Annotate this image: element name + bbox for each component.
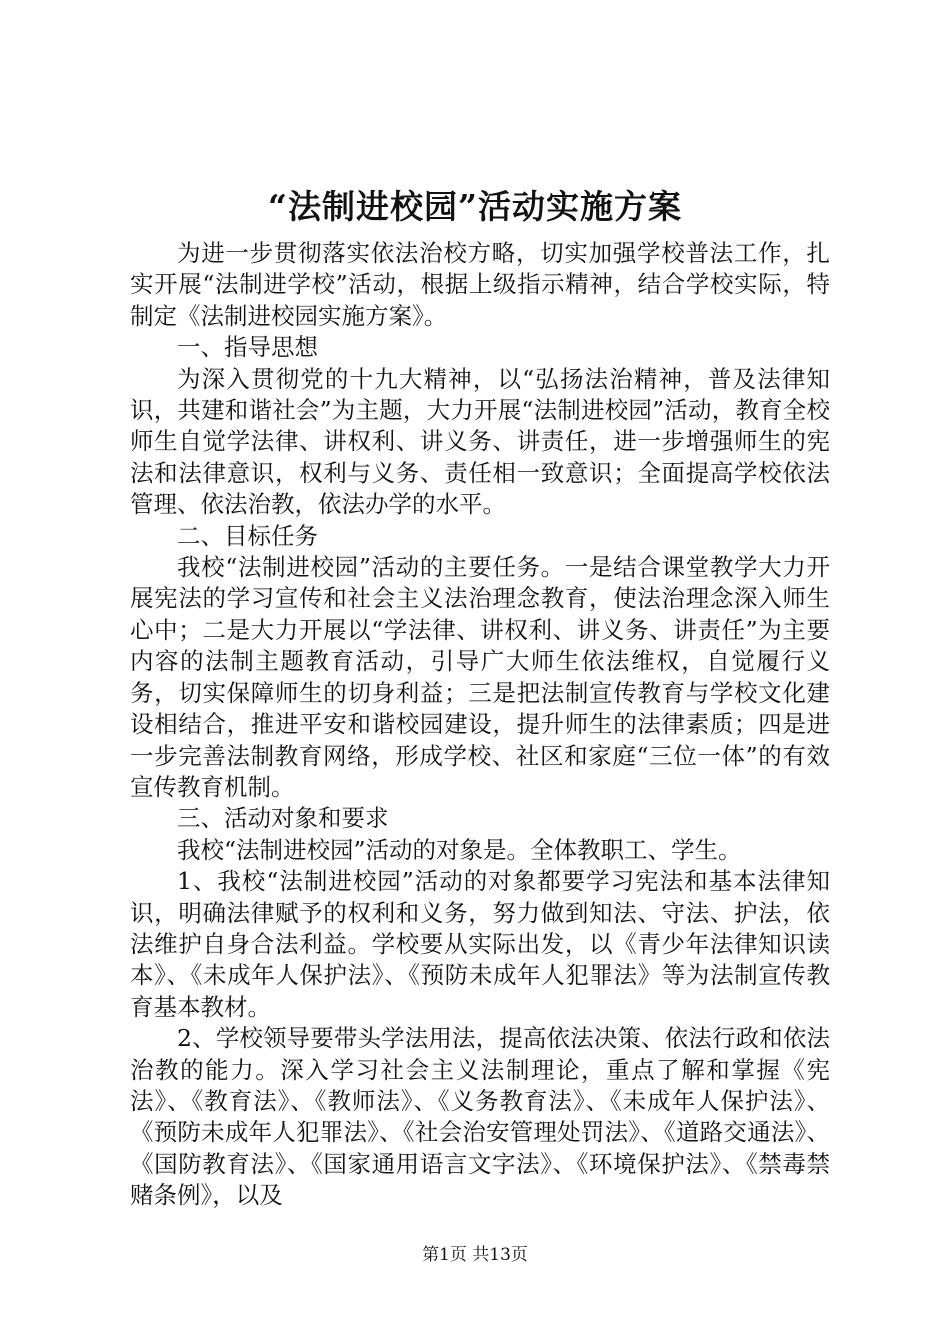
requirement-item-2: 2、学校领导要带头学法用法，提高依法决策、依法行政和依法治教的能力。深入学习社会主义法制理论，重点了解和掌握《宪法》、《教育法》、《教师法》、《义务教育法》、《未成年人保护法》、《预防未成年人犯罪法》、《社会治安管理处罚法》、《道路交通法》、《国防教育法》、《国家通用语言文字法》、《环境保护法》、《禁毒禁赌条例》，以及 (130, 1024, 830, 1210)
targets-paragraph: 我校“法制进校园”活动的对象是。全体教职工、学生。 (177, 835, 742, 864)
guiding-ideology-paragraph: 为深入贯彻党的十九大精神，以“弘扬法治精神，普及法律知识，共建和谐社会”为主题，大力开展“法制进校园”活动，教育全校师生自觉学法律、讲权利、讲义务、讲责任，进一步增强师生的宪法和法律意识，权利与义务、责任相一致意识；全面提高学校依法管理、依法治教，依法办学的水平。 (130, 364, 830, 519)
document-body (130, 238, 830, 1212)
requirement-item-1: 1、我校“法制进校园”活动的对象都要学习宪法和基本法律知识，明确法律赋予的权利和义务，努力做到知法、守法、护法，依法维护自身合法利益。学校要从实际出发，以《青少年法律知识读本》、《未成年人保护法》、《预防未成年人犯罪法》等为法制宣传教育基本教材。 (130, 867, 830, 1021)
goals-tasks-paragraph: 我校“法制进校园”活动的主要任务。一是结合课堂教学大力开展宪法的学习宣传和社会主义法治理念教育，使法治理念深入师生心中；二是大力开展以“学法律、讲权利、讲义务、讲责任”为主要内容的法制主题教育活动，引导广大师生依法维权，自觉履行义务，切实保障师生的切身利益；三是把法制宣传教育与学校文化建设相结合，推进平安和谐校园建设，提升师生的法律素质；四是进一步完善法制教育网络，形成学校、社区和家庭“三位一体”的有效宣传教育机制。 (130, 553, 830, 801)
section-heading-goals-tasks: 二、目标任务 (177, 521, 318, 550)
section-heading-targets-requirements: 三、活动对象和要求 (177, 804, 389, 833)
page-footer: 第1页 共13页 (422, 1245, 528, 1265)
document-title: “法制进校园”活动实施方案 (268, 187, 682, 226)
intro-paragraph: 为进一步贯彻落实依法治校方略，切实加强学校普法工作，扎实开展“法制进学校”活动，根据上级指示精神，结合学校实际，特制定《法制进校园实施方案》。 (130, 239, 830, 330)
section-heading-guiding-ideology: 一、指导思想 (177, 333, 318, 362)
